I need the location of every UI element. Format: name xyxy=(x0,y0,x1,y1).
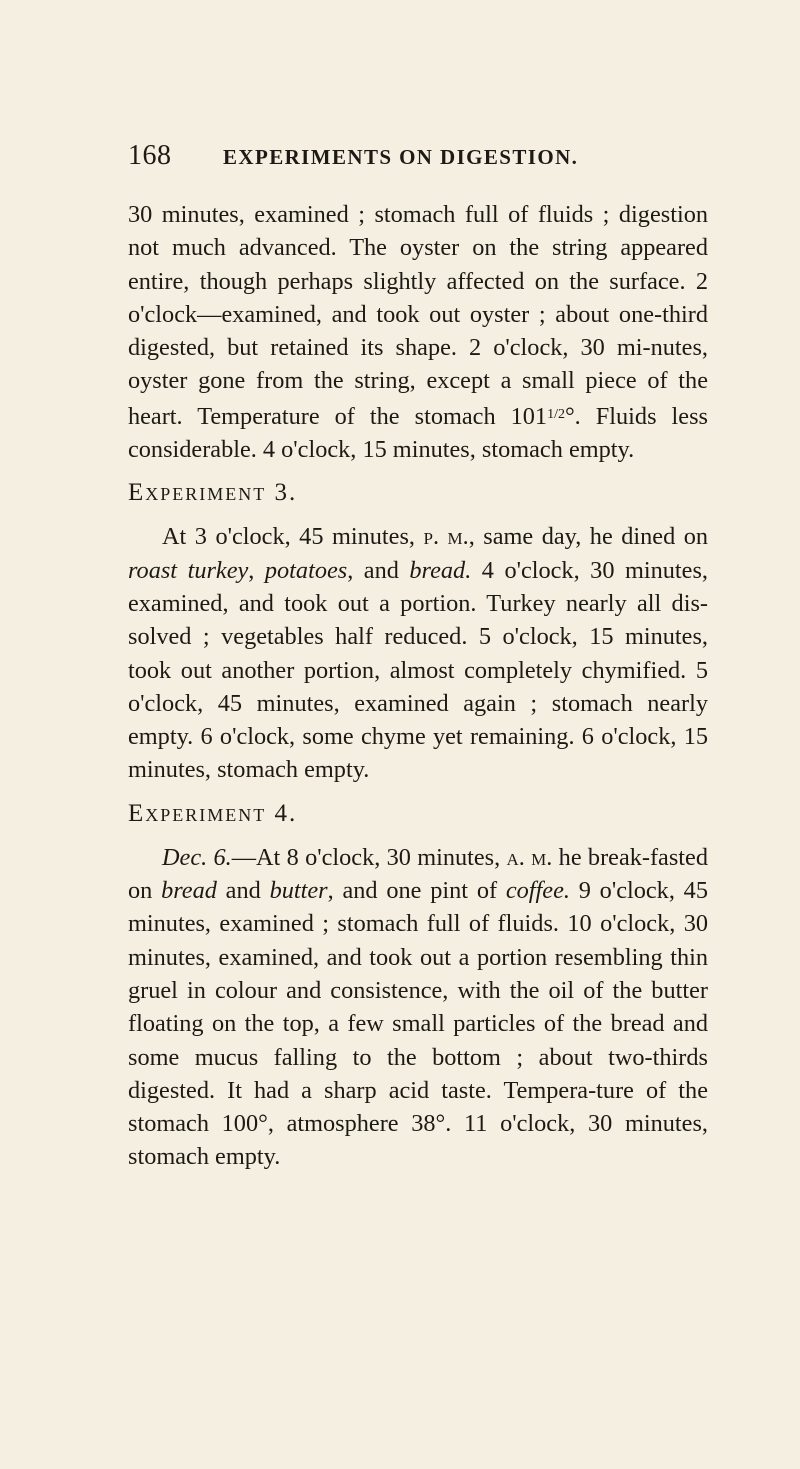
paragraph-text: and xyxy=(216,877,270,905)
running-title: EXPERIMENTS ON DIGESTION. xyxy=(223,145,579,169)
body-text xyxy=(128,198,708,1174)
time-abbrev: a. m. xyxy=(506,843,553,871)
date: Dec. 6. xyxy=(162,843,232,871)
fraction: 1/2 xyxy=(547,406,565,422)
food-item: roast turkey xyxy=(128,556,249,584)
food-item: bread xyxy=(161,877,217,905)
paragraph-text: , xyxy=(248,556,265,584)
paragraph-text: —At 8 o'clock, 30 minutes, xyxy=(231,843,507,871)
paragraph-text: , and xyxy=(347,556,410,584)
paragraph-text: 4 o'clock, 30 minutes, examined, and took out a portion. Turkey nearly all dis-solved ; vegetables half reduced. 5 o'clock, 15 minutes, took out another portion, almost completely chymified. 5 o'clock, 45 minutes, examined again ; stomach nearly empty. 6 o'clock, some chyme yet remaining. 6 o'clock, 15 minutes, stomach empty. xyxy=(128,556,708,784)
paragraph-text: At 3 o'clock, 45 minutes, xyxy=(162,523,424,551)
experiment-4-heading: Experiment 4. xyxy=(128,799,298,827)
paragraph-text: 30 minutes, examined ; stomach full of fluids ; digestion not much advanced. The oyster on the string appeared entire, though perhaps slightly affected on the surface. 2 o'clock—examined, and took out oyster ; about one-third digested, but retained its shape. 2 o'clock, 30 mi-nutes, oyster gone from the string, except a small piece of the heart. Temperature of the stomach 101 xyxy=(128,201,708,430)
paragraph-text: , and one pint of xyxy=(327,877,506,905)
running-head xyxy=(128,140,728,180)
experiment-3-paragraph xyxy=(128,520,708,786)
food-item: coffee. xyxy=(505,877,570,905)
paragraph-text: , same day, he dined on xyxy=(468,523,709,551)
food-item: bread. xyxy=(409,556,472,584)
paragraph-text: 9 o'clock, 45 minutes, examined ; stomach full of fluids. 10 o'clock, 30 minutes, examined, and took out a portion resembling thin gruel in colour and consistence, with the oil of the butter floating on the top, a few small particles of the bread and some mucus falling to the bottom ; about two-thirds digested. It had a sharp acid taste. Tempera-ture of the stomach 100°, atmosphere 38°. 11 o'clock, 30 minutes, stomach empty. xyxy=(128,877,708,1171)
experiment-3-heading: Experiment 3. xyxy=(128,479,298,507)
food-item: butter xyxy=(269,877,328,905)
page-number: 168 xyxy=(128,140,172,171)
experiment-4-paragraph xyxy=(128,841,708,1174)
time-abbrev: p. m. xyxy=(423,523,469,551)
paragraph-continued xyxy=(128,198,708,466)
paragraph-text: he break-fasted on xyxy=(128,843,708,905)
food-item: potatoes xyxy=(264,556,348,584)
paragraph-text: °. Fluids less considerable. 4 o'clock, 15 minutes, stomach empty. xyxy=(128,402,709,464)
